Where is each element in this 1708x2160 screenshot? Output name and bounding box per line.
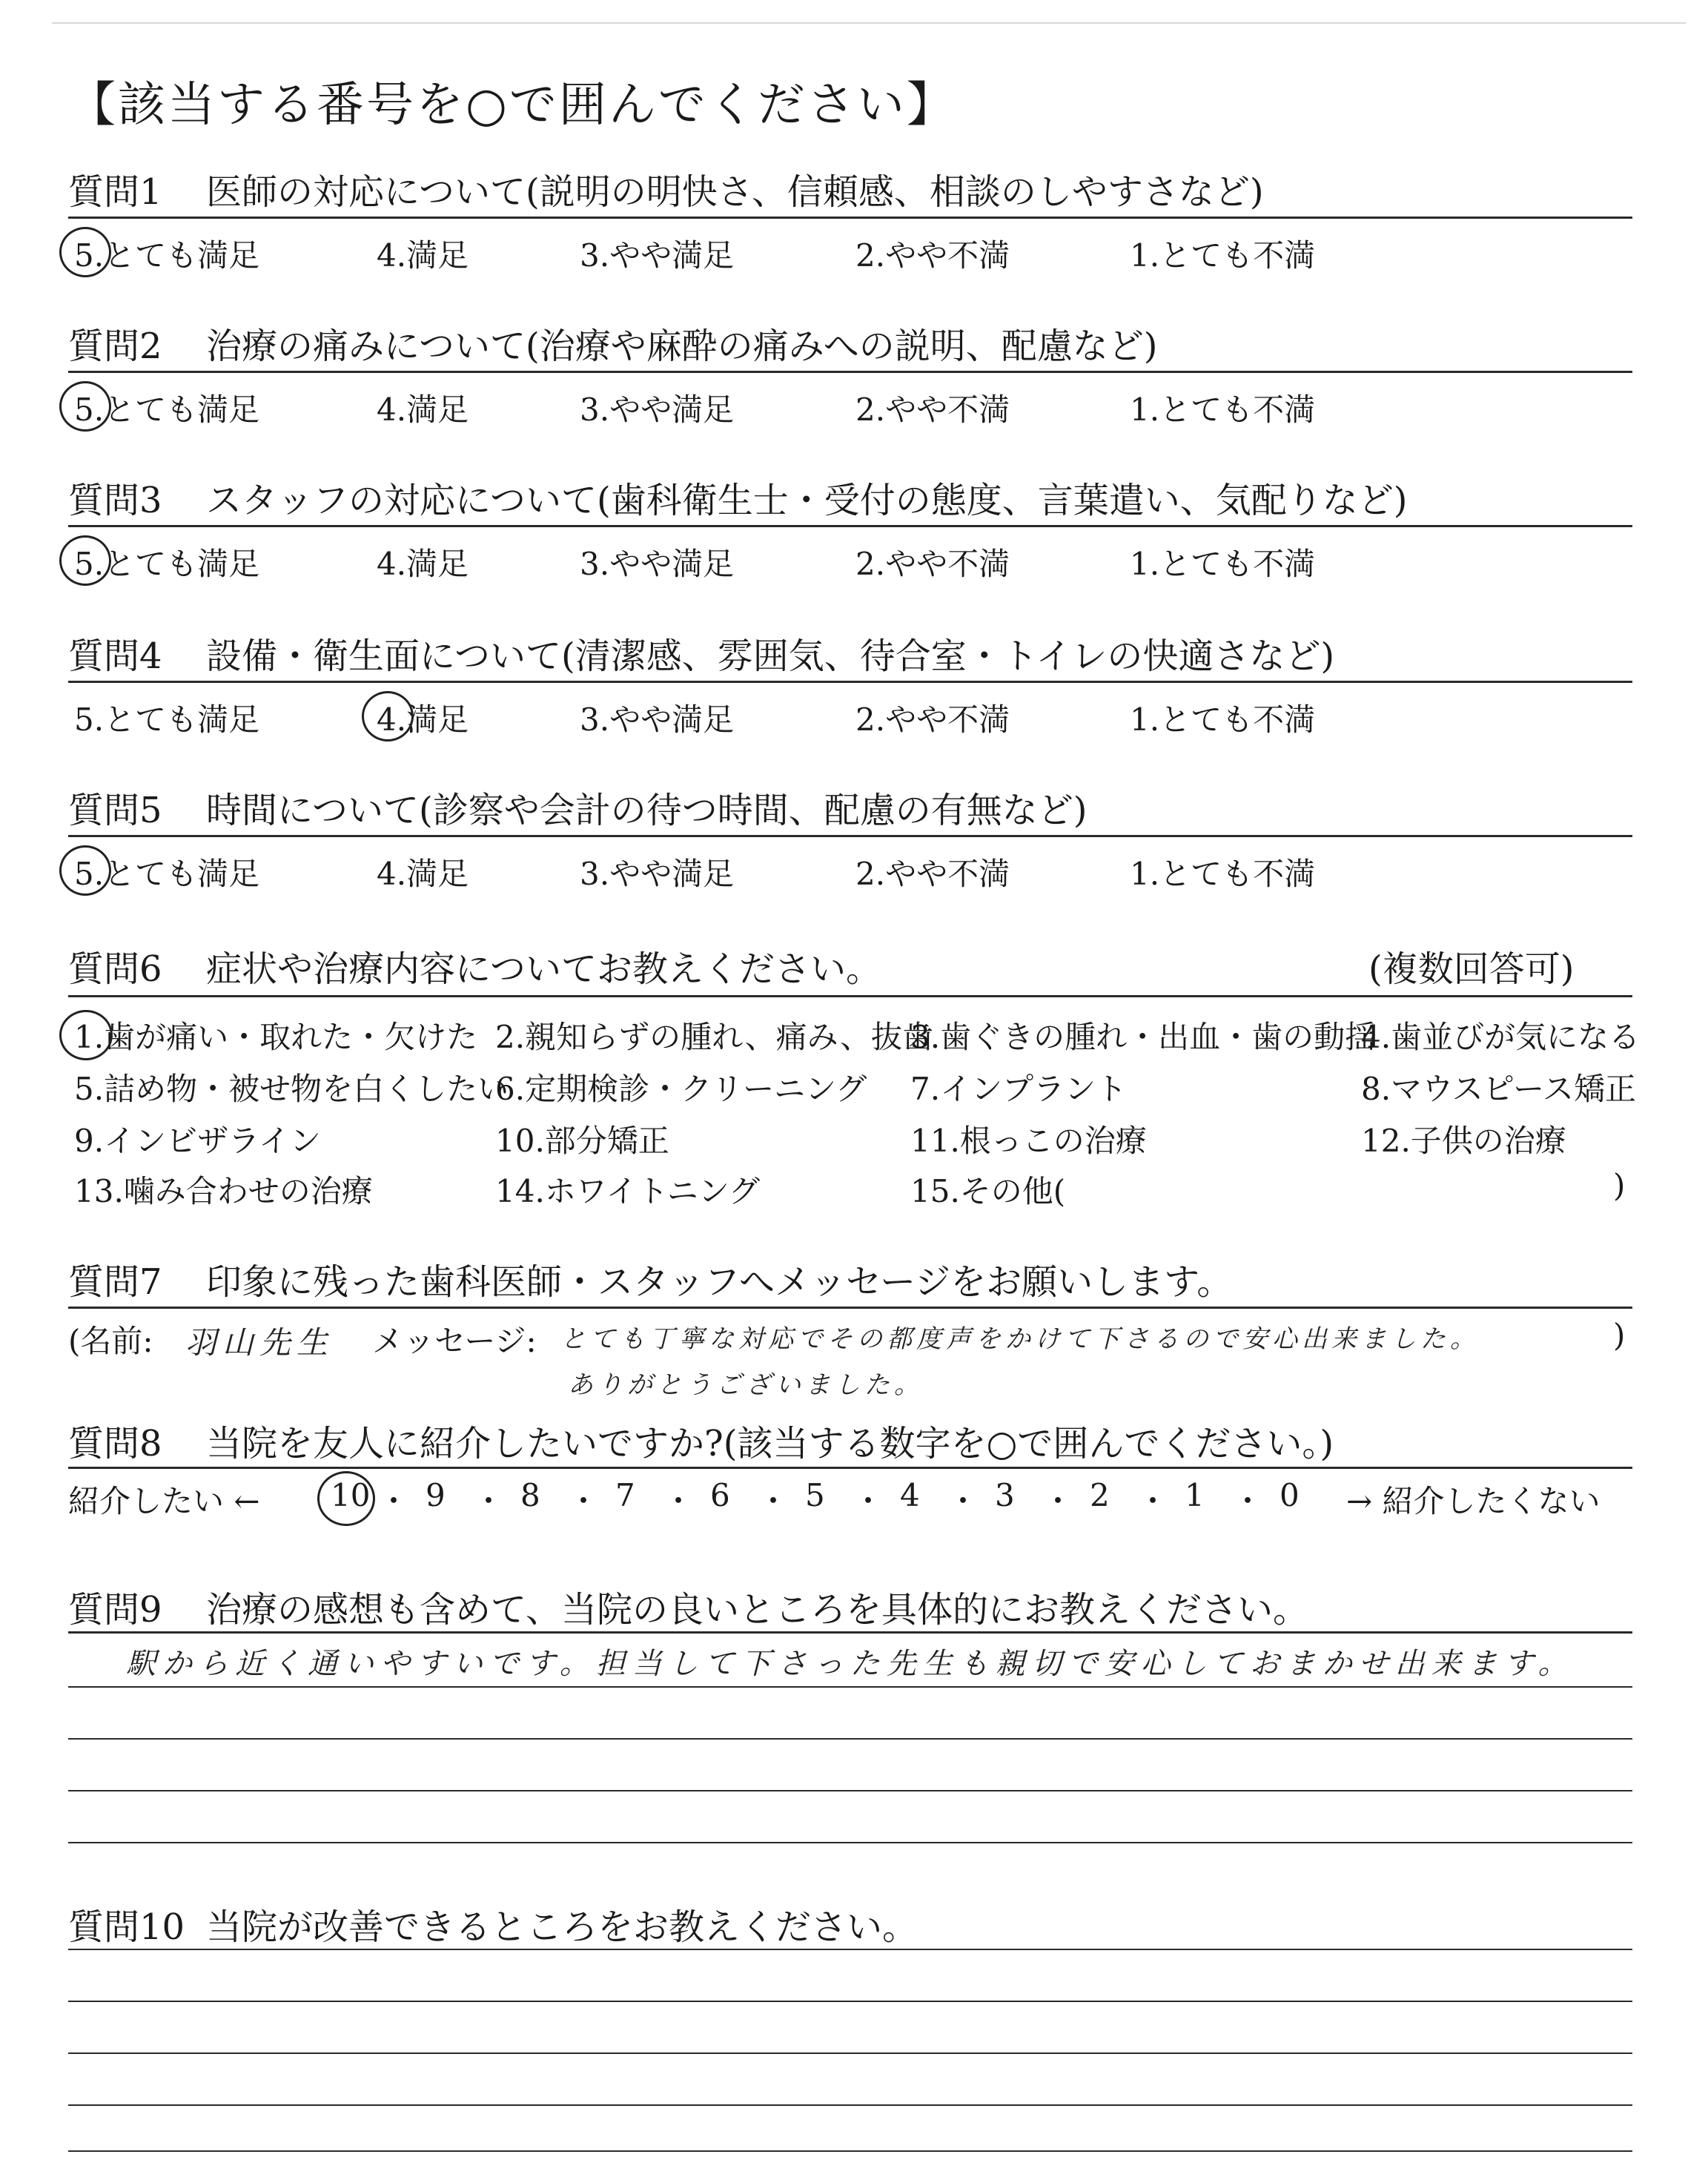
rating-option-4[interactable]: 4.満足	[377, 546, 469, 582]
question-label: 質問7	[68, 1261, 162, 1303]
symptom-option-5[interactable]: 5.詰め物・被せ物を白くしたい	[74, 1071, 509, 1107]
message-label: メッセージ:	[372, 1323, 537, 1359]
recommend-score-7[interactable]: 7	[615, 1477, 635, 1513]
question-rule	[68, 1307, 1632, 1309]
rating-option-5[interactable]: 5.とても満足	[74, 392, 260, 428]
message-handwritten-line-1: とても丁寧な対応でその都度声をかけて下さるので安心出来ました。	[560, 1324, 1480, 1354]
question-rule	[68, 371, 1632, 373]
scale-separator: ・	[1137, 1483, 1169, 1519]
symptom-option-1[interactable]: 1.歯が痛い・取れた・欠けた	[74, 1019, 478, 1055]
scale-separator: ・	[1232, 1483, 1264, 1519]
answer-line	[68, 1842, 1632, 1843]
question-rule	[68, 217, 1632, 219]
selection-circle	[362, 691, 414, 742]
question-rule	[68, 1467, 1632, 1469]
scale-separator: ・	[663, 1483, 695, 1519]
symptom-option-2[interactable]: 2.親知らずの腫れ、痛み、抜歯	[495, 1019, 934, 1055]
rating-option-5[interactable]: 5.とても満足	[74, 546, 260, 582]
question-text: 症状や治療内容についてお教えください。	[206, 948, 882, 990]
symptom-option-13[interactable]: 13.噛み合わせの治療	[74, 1173, 373, 1209]
question-text: 医師の対応について(説明の明快さ、信頼感、相談のしやすさなど)	[206, 171, 1264, 213]
recommend-right-label: → 紹介したくない	[1346, 1483, 1601, 1519]
question-label: 質問1	[68, 171, 162, 213]
recommend-left-label: 紹介したい ←	[68, 1483, 260, 1519]
rating-option-3[interactable]: 3.やや満足	[580, 701, 735, 738]
symptom-option-9[interactable]: 9.インビザライン	[74, 1123, 321, 1159]
answer-line	[68, 1790, 1632, 1791]
message-close-paren: )	[1613, 1317, 1626, 1353]
name-label: (名前:	[68, 1323, 153, 1359]
rating-option-1[interactable]: 1.とても不満	[1130, 856, 1316, 892]
scale-separator: ・	[947, 1483, 979, 1519]
question-rule	[68, 835, 1632, 837]
question-label: 質問4	[68, 635, 162, 677]
scale-separator: ・	[758, 1483, 790, 1519]
symptom-option-3[interactable]: 3.歯ぐきの腫れ・出血・歯の動揺	[910, 1019, 1377, 1055]
symptom-option-8[interactable]: 8.マウスピース矯正	[1361, 1071, 1637, 1107]
name-handwritten: 羽山先生	[185, 1324, 334, 1361]
answer-line	[68, 1686, 1632, 1688]
recommend-score-3[interactable]: 3	[995, 1477, 1015, 1513]
recommend-score-2[interactable]: 2	[1090, 1477, 1110, 1513]
rating-option-4[interactable]: 4.満足	[377, 701, 469, 738]
symptom-option-4[interactable]: 4.歯並びが気になる	[1361, 1019, 1641, 1055]
recommend-score-4[interactable]: 4	[900, 1477, 920, 1513]
rating-option-4[interactable]: 4.満足	[377, 856, 469, 892]
rating-option-2[interactable]: 2.やや不満	[855, 701, 1010, 738]
question-label: 質問5	[68, 790, 162, 831]
selection-circle	[59, 1010, 113, 1060]
question-rule	[68, 995, 1632, 997]
rating-option-3[interactable]: 3.やや満足	[580, 856, 735, 892]
question-label: 質問3	[68, 480, 162, 521]
question-text: 印象に残った歯科医師・スタッフへメッセージをお願いします。	[206, 1261, 1233, 1303]
scale-separator: ・	[1042, 1483, 1074, 1519]
selection-circle	[317, 1471, 375, 1526]
multiple-answer-note: (複数回答可)	[1368, 948, 1575, 990]
recommend-score-10[interactable]: 10	[331, 1477, 371, 1513]
recommend-score-1[interactable]: 1	[1185, 1477, 1205, 1513]
page-title: 【該当する番号を○で囲んでください】	[68, 78, 956, 133]
recommend-score-9[interactable]: 9	[426, 1477, 446, 1513]
question-rule	[68, 525, 1632, 527]
rating-option-1[interactable]: 1.とても不満	[1130, 237, 1316, 274]
good-points-handwritten: 駅から近く通いやすいです。担当して下さった先生も親切で安心しておまかせ出来ます。	[126, 1647, 1575, 1681]
answer-line	[68, 2052, 1632, 2054]
rating-option-1[interactable]: 1.とても不満	[1130, 546, 1316, 582]
selection-circle	[59, 535, 111, 586]
answer-line	[68, 1738, 1632, 1740]
question-text: 治療の感想も含めて、当院の良いところを具体的にお教えください。	[206, 1589, 1309, 1631]
rating-option-3[interactable]: 3.やや満足	[580, 546, 735, 582]
rating-option-2[interactable]: 2.やや不満	[855, 392, 1010, 428]
question-label: 質問2	[68, 326, 162, 367]
question-label: 質問6	[68, 948, 162, 990]
rating-option-5[interactable]: 5.とても満足	[74, 856, 260, 892]
symptom-option-14[interactable]: 14.ホワイトニング	[495, 1173, 761, 1209]
rating-option-4[interactable]: 4.満足	[377, 392, 469, 428]
recommend-score-5[interactable]: 5	[805, 1477, 825, 1513]
recommend-score-6[interactable]: 6	[710, 1477, 730, 1513]
question-text: 当院が改善できるところをお教えください。	[206, 1906, 918, 1948]
rating-option-2[interactable]: 2.やや不満	[855, 237, 1010, 274]
question-label: 質問8	[68, 1423, 162, 1464]
scale-separator: ・	[473, 1483, 505, 1519]
symptom-option-6[interactable]: 6.定期検診・クリーニング	[495, 1071, 867, 1107]
other-close-paren: )	[1613, 1167, 1626, 1203]
rating-option-1[interactable]: 1.とても不満	[1130, 392, 1316, 428]
symptom-option-11[interactable]: 11.根っこの治療	[910, 1123, 1147, 1159]
answer-line	[68, 2001, 1632, 2002]
question-rule	[68, 1631, 1632, 1634]
selection-circle	[59, 381, 111, 432]
rating-option-2[interactable]: 2.やや不満	[855, 856, 1010, 892]
rating-option-3[interactable]: 3.やや満足	[580, 392, 735, 428]
question-text: 治療の痛みについて(治療や麻酔の痛みへの説明、配慮など)	[206, 326, 1158, 367]
rating-option-3[interactable]: 3.やや満足	[580, 237, 735, 274]
question-text: 当院を友人に紹介したいですか?(該当する数字を○で囲んでください。)	[206, 1423, 1334, 1464]
scale-separator: ・	[378, 1483, 410, 1519]
question-text: 設備・衛生面について(清潔感、雰囲気、待合室・トイレの快適さなど)	[206, 635, 1335, 677]
rating-option-1[interactable]: 1.とても不満	[1130, 701, 1316, 738]
symptom-option-12[interactable]: 12.子供の治療	[1361, 1123, 1566, 1159]
rating-option-5[interactable]: 5.とても満足	[74, 701, 260, 738]
question-label: 質問9	[68, 1589, 162, 1631]
rating-option-4[interactable]: 4.満足	[377, 237, 469, 274]
rating-option-2[interactable]: 2.やや不満	[855, 546, 1010, 582]
question-text: スタッフの対応について(歯科衛生士・受付の態度、言葉遣い、気配りなど)	[206, 480, 1408, 521]
scan-top-edge	[52, 22, 1686, 24]
scale-separator: ・	[853, 1483, 884, 1519]
symptom-option-15[interactable]: 15.その他(	[910, 1173, 1066, 1209]
symptom-option-7[interactable]: 7.インプラント	[910, 1071, 1128, 1107]
question-text: 時間について(診察や会計の待つ時間、配慮の有無など)	[206, 790, 1088, 831]
answer-line	[68, 2150, 1632, 2152]
scale-separator: ・	[568, 1483, 600, 1519]
message-handwritten-line-2: ありがとうございました。	[568, 1370, 924, 1400]
selection-circle	[59, 845, 111, 896]
answer-line	[68, 1949, 1632, 1950]
symptom-option-10[interactable]: 10.部分矯正	[495, 1123, 669, 1159]
selection-circle	[59, 227, 111, 277]
answer-line	[68, 2104, 1632, 2106]
rating-option-5[interactable]: 5.とても満足	[74, 237, 260, 274]
question-rule	[68, 681, 1632, 683]
recommend-score-8[interactable]: 8	[520, 1477, 540, 1513]
recommend-score-0[interactable]: 0	[1280, 1477, 1300, 1513]
question-label: 質問10	[68, 1906, 185, 1948]
